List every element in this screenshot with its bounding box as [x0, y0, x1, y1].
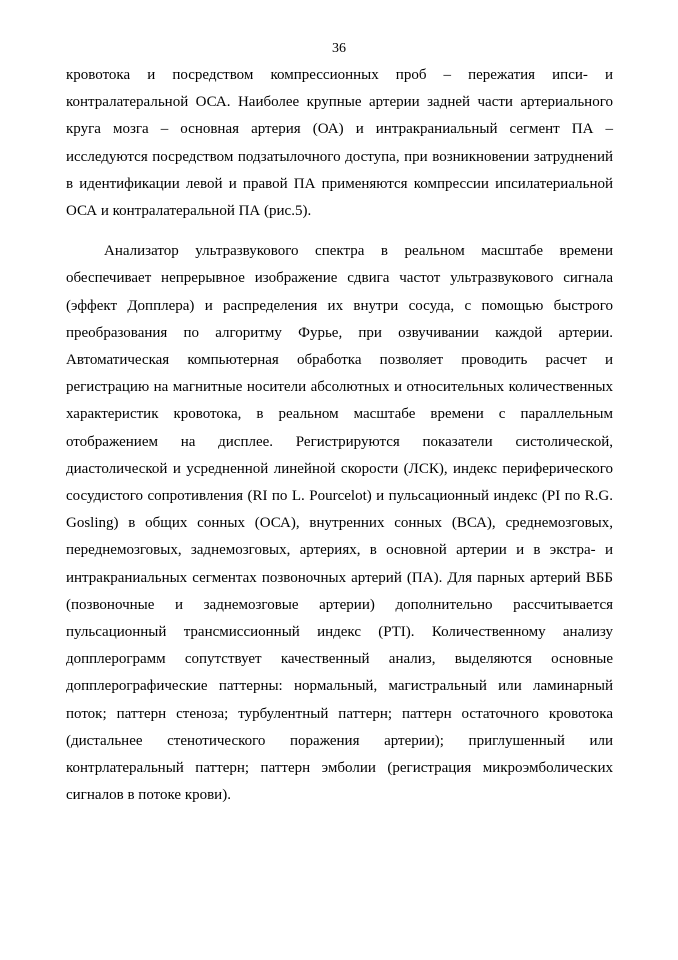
paragraph-spectrum-analyzer: Анализатор ультразвукового спектра в реальном масштабе времени обеспечивает непрерывное изображение сдвига частот ультразвукового сигнала (эффект Допплера) и распределения их внутри сосуда, с помощью быстрого преобразования по алгоритму Фурье, при озвучивании каждой артерии. Автоматическая компьютерная обработка позволяет проводить расчет и регистрацию на магнитные носители абсолютных и относительных количественных характеристик кровотока, в реальном масштабе времени с параллельным отображением на дисплее. Регистрируются показатели систолической, диастолической и усредненной линейной скорости (ЛСК), индекс периферического сосудистого сопротивления (RI по L. Pourcelot) и пульсационный индекс (PI по R.G. Gosling) в общих сонных (ОСА), внутренних сонных (ВСА), среднемозговых, переднемозговых, заднемозговых, артериях, в основной артерии и в экстра- и интракраниальных сегментах позвоночных артерий (ПА). Для парных артерий ВББ (позвоночные и заднемозговые артерии) дополнительно рассчитывается пульсационный трансмиссионный индекс (PTI). Количественному анализу допплерограмм сопутствует качественный анализ, выделяются основные допплерографические паттерны: нормальный, магистральный или ламинарный поток; паттерн стеноза; турбулентный паттерн; паттерн остаточного кровотока (дистальнее стенотического поражения артерии); приглушенный или контрлатеральный паттерн; паттерн эмболии (регистрация микроэмболических сигналов в потоке крови).	[66, 243, 613, 804]
body-text	[66, 62, 613, 809]
paragraph-continuation: кровотока и посредством компрессионных проб – пережатия ипси- и контралатеральной ОСА. Наиболее крупные артерии задней части артериального круга мозга – основная артерия (ОА) и интракраниальный сегмент ПА – исследуются посредством подзатылочного доступа, при возникновении затруднений в идентификации левой и правой ПА применяются компрессии ипсилатериальной ОСА и контралатеральной ПА (рис.5).	[66, 67, 613, 220]
page-number: 36	[332, 41, 346, 56]
